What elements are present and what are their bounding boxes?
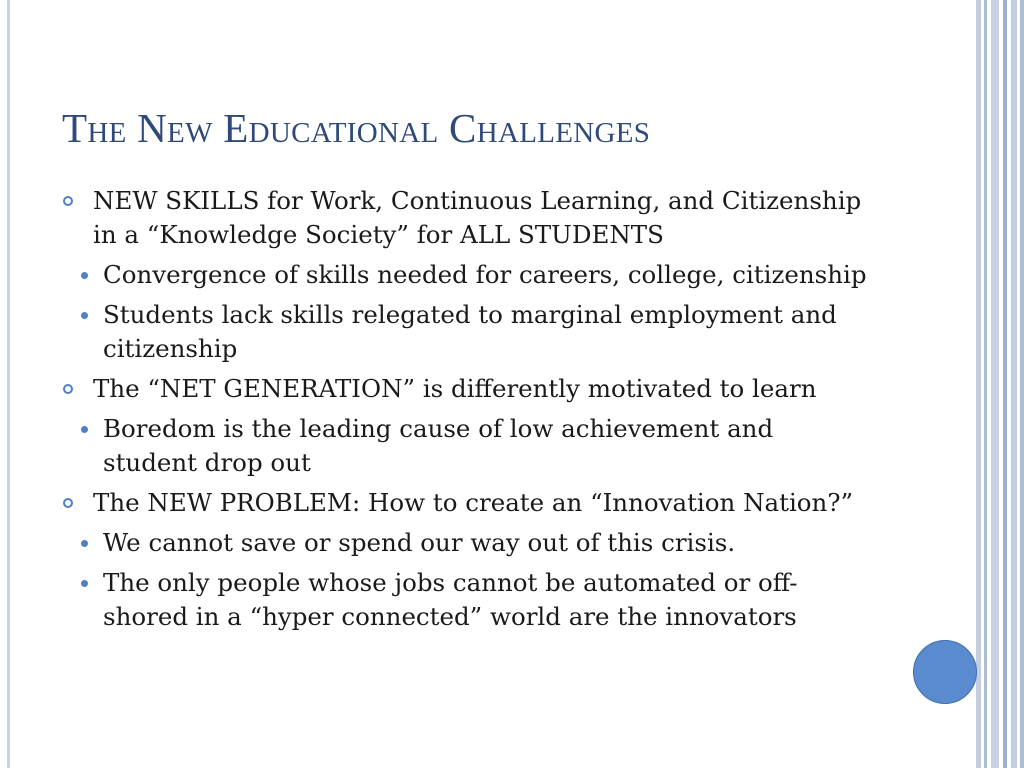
dot-bullet-icon: [81, 312, 88, 319]
bullet-3-sub-1: [31, 526, 872, 560]
bullet-2-text: The “NET GENERATION” is differently motivated to learn: [93, 374, 817, 403]
bullet-3: [62, 486, 872, 520]
ring-bullet-icon: [63, 498, 73, 508]
bullet-1-sub-2: [31, 298, 872, 366]
bullet-3-sub-2: [31, 566, 872, 634]
left-decorative-rule: [7, 0, 10, 768]
bullet-1-sub-1-text: Convergence of skills needed for careers, college, citizenship: [103, 260, 867, 289]
bullet-2-sub-1: [31, 412, 872, 480]
slide-body: [62, 184, 872, 640]
dot-bullet-icon: [81, 540, 88, 547]
bullet-1-sub-1: [31, 258, 872, 292]
right-decorative-stripes: [976, 0, 1024, 768]
bullet-3-sub-1-text: We cannot save or spend our way out of this crisis.: [103, 528, 736, 557]
bullet-3-sub-2-text: The only people whose jobs cannot be automated or off-shored in a “hyper connected” world are the innovators: [103, 568, 798, 631]
slide-title: The New Educational Challenges: [62, 105, 651, 151]
dot-bullet-icon: [81, 272, 88, 279]
decorative-circle: [913, 640, 977, 704]
bullet-1-text: NEW SKILLS for Work, Continuous Learning, and Citizenship in a “Knowledge Society” for ALL STUDENTS: [93, 186, 862, 249]
bullet-2-sub-1-text: Boredom is the leading cause of low achievement and student drop out: [103, 414, 774, 477]
bullet-2: [62, 372, 872, 406]
dot-bullet-icon: [81, 580, 88, 587]
ring-bullet-icon: [63, 196, 73, 206]
dot-bullet-icon: [81, 426, 88, 433]
bullet-1: [62, 184, 872, 252]
ring-bullet-icon: [63, 384, 73, 394]
bullet-3-text: The NEW PROBLEM: How to create an “Innovation Nation?”: [93, 488, 853, 517]
bullet-1-sub-2-text: Students lack skills relegated to marginal employment and citizenship: [103, 300, 837, 363]
